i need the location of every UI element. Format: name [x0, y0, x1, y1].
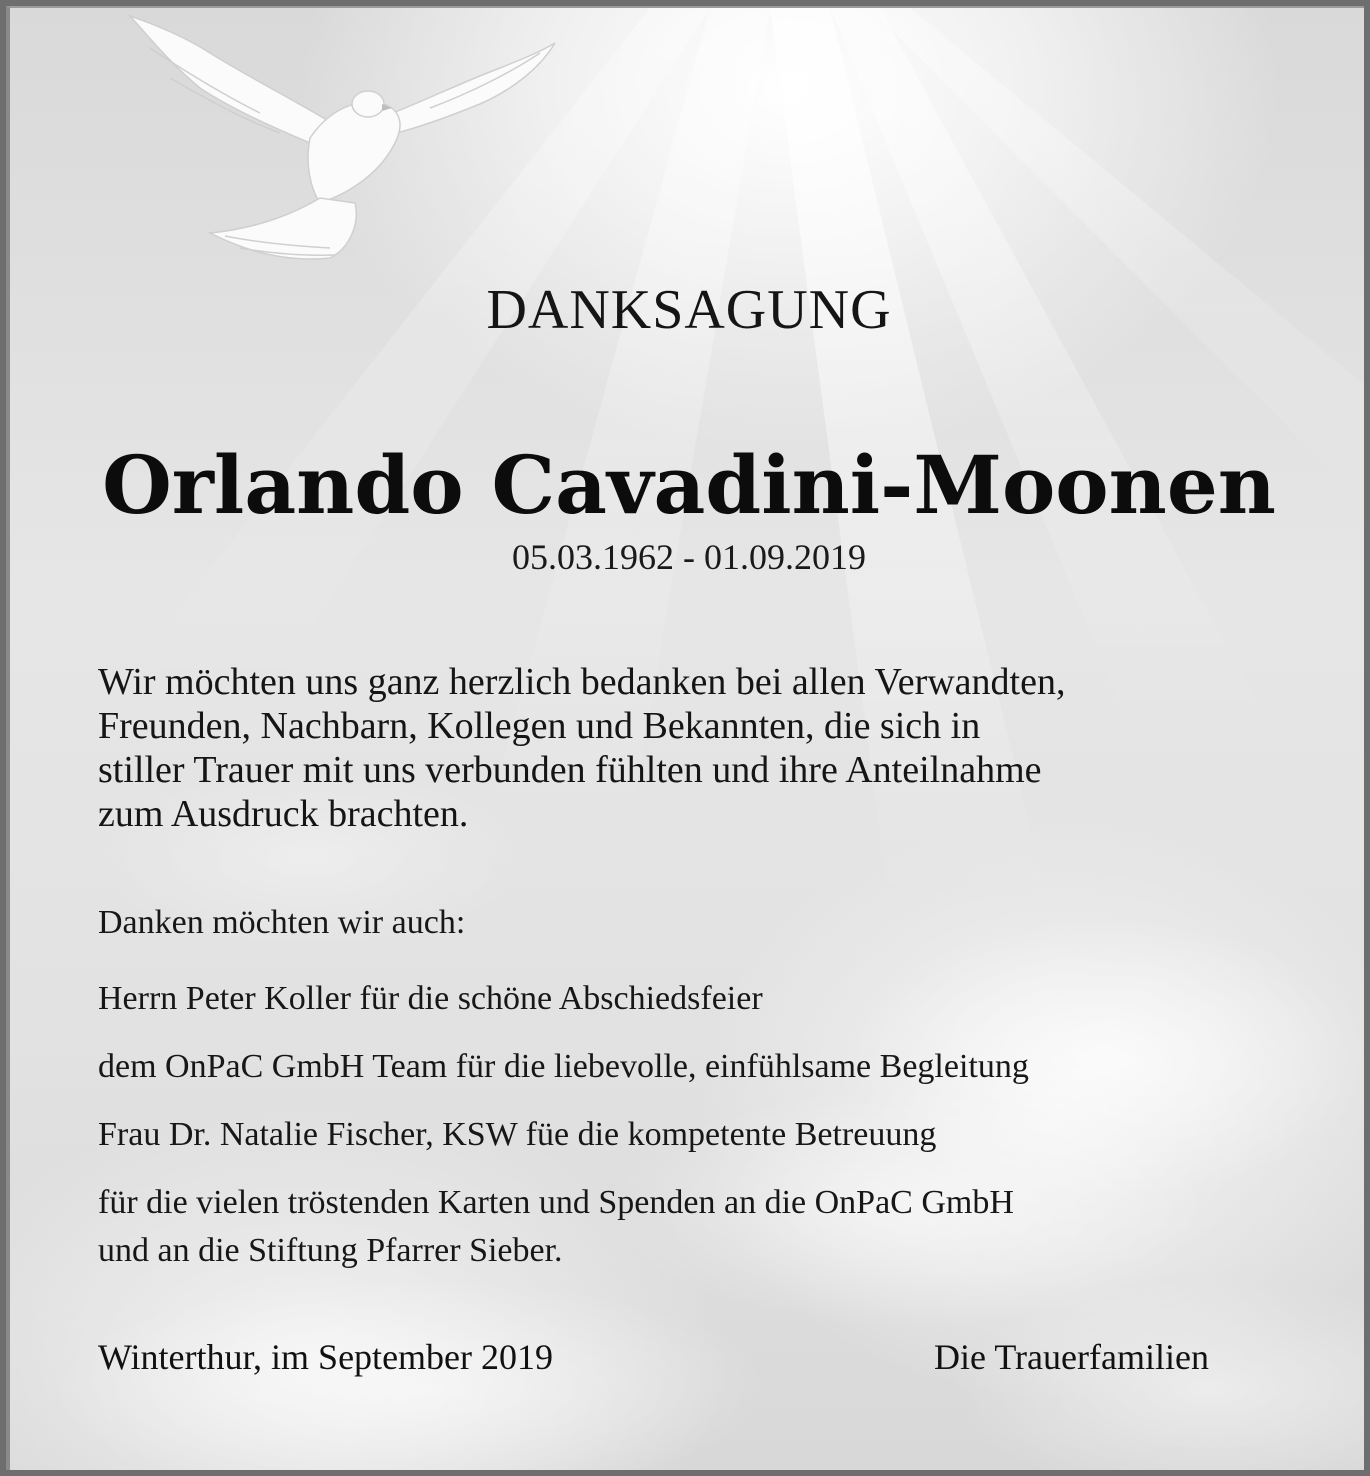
life-dates: 05.03.1962 - 01.09.2019: [512, 537, 866, 577]
paragraph-line: stiller Trauer mit uns verbunden fühlten und ihre Anteilnahme: [98, 749, 1042, 791]
thanks-intro: Danken möchten wir auch:: [98, 904, 466, 941]
obituary-notice: [6, 6, 1364, 1470]
notice-heading: DANKSAGUNG: [486, 279, 892, 341]
paragraph-line: Freunden, Nachbarn, Kollegen und Bekannten, die sich in: [98, 705, 981, 747]
place-and-date: Winterthur, im September 2019: [98, 1337, 554, 1377]
dove-illustration: [110, 8, 560, 268]
thank-you-paragraph: [98, 660, 1328, 836]
thanks-item: für die vielen tröstenden Karten und Spenden an die OnPaC GmbH: [98, 1184, 1014, 1221]
thanks-item: und an die Stiftung Pfarrer Sieber.: [98, 1232, 563, 1269]
signature: Die Trauerfamilien: [934, 1337, 1209, 1377]
deceased-name: Orlando Cavadini-Moonen: [102, 438, 1276, 532]
thanks-item: Frau Dr. Natalie Fischer, KSW füe die kompetente Betreuung: [98, 1116, 937, 1153]
thanks-item: Herrn Peter Koller für die schöne Abschiedsfeier: [98, 980, 763, 1017]
paragraph-line: zum Ausdruck brachten.: [98, 793, 469, 835]
thanks-item: dem OnPaC GmbH Team für die liebevolle, einfühlsame Begleitung: [98, 1048, 1029, 1085]
paragraph-line: Wir möchten uns ganz herzlich bedanken bei allen Verwandten,: [98, 661, 1066, 703]
